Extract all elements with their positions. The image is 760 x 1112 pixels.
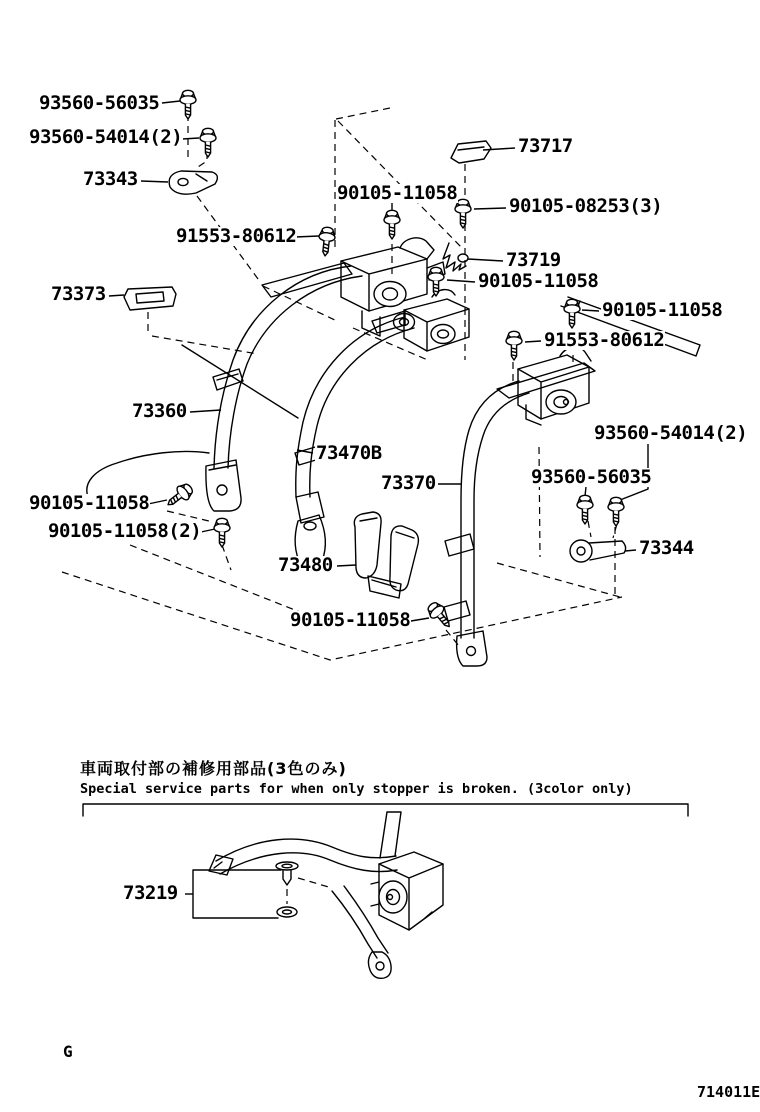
push-pin-icon xyxy=(276,862,298,885)
anchor-cover-73717 xyxy=(451,141,491,163)
callout-90105-11058-mid: 90105-11058 xyxy=(478,270,599,292)
bolt-icon xyxy=(564,299,580,328)
stopper-73719 xyxy=(443,243,468,271)
special-parts-73219-art xyxy=(193,812,443,978)
callout-73343: 73343 xyxy=(83,168,138,190)
special-parts-note-jp: 車両取付部の補修用部品(3色のみ) xyxy=(80,759,347,778)
callout-90105-11058-left2: 90105-11058(2) xyxy=(48,520,202,542)
bolt-icon xyxy=(428,267,444,296)
anchor-73344 xyxy=(570,540,626,562)
grommet-icon xyxy=(277,907,297,917)
belt-73360 xyxy=(206,266,362,511)
callout-73470B: 73470B xyxy=(316,442,382,464)
special-parts-note-en: Special service parts for when only stopper is broken. (3color only) xyxy=(80,781,633,797)
callout-93560-54014: 93560-54014(2) xyxy=(29,126,183,148)
anchor-plate-73373 xyxy=(124,287,176,310)
callout-73719: 73719 xyxy=(506,249,561,271)
callout-73370: 73370 xyxy=(381,472,436,494)
callout-73717: 73717 xyxy=(518,135,573,157)
callout-91553-80612-left: 91553-80612 xyxy=(176,225,297,247)
bolt-icon xyxy=(200,128,216,157)
bolt-icon xyxy=(608,497,624,526)
bolt-icon xyxy=(384,210,400,239)
belt-73370 xyxy=(444,381,529,666)
callout-93560-56035: 93560-56035 xyxy=(39,92,160,114)
retractor-73370 xyxy=(497,347,595,425)
bolt-icon xyxy=(163,481,195,511)
callout-73480: 73480 xyxy=(278,554,333,576)
bolt-icon xyxy=(455,199,471,228)
bolt-icon xyxy=(180,90,196,119)
callout-90105-11058-top: 90105-11058 xyxy=(337,182,458,204)
bolt-icon xyxy=(506,331,522,360)
callout-90105-11058-bottom: 90105-11058 xyxy=(290,609,411,631)
bolt-icon xyxy=(214,518,230,547)
callout-90105-11058-right: 90105-11058 xyxy=(602,299,723,321)
callout-93560-54014-right: 93560-54014(2) xyxy=(594,422,748,444)
retractor-73360 xyxy=(262,238,445,336)
page-letter: G xyxy=(63,1042,73,1061)
figure-code: 714011E xyxy=(697,1083,760,1101)
callout-91553-80612-right: 91553-80612 xyxy=(544,329,665,351)
callout-73344: 73344 xyxy=(639,537,694,559)
bolt-icon xyxy=(577,495,593,524)
callout-90105-11058-left: 90105-11058 xyxy=(29,492,150,514)
buckle-73480 xyxy=(354,512,418,598)
section-bracket xyxy=(83,804,688,816)
callout-73219: 73219 xyxy=(123,882,178,904)
callout-90105-08253: 90105-08253(3) xyxy=(509,195,663,217)
callout-93560-56035-right: 93560-56035 xyxy=(531,466,652,488)
bolt-icon xyxy=(425,599,456,631)
bolt-icon xyxy=(317,227,336,257)
callout-73373: 73373 xyxy=(51,283,106,305)
callout-73360: 73360 xyxy=(132,400,187,422)
anchor-cover-73343 xyxy=(169,171,217,194)
